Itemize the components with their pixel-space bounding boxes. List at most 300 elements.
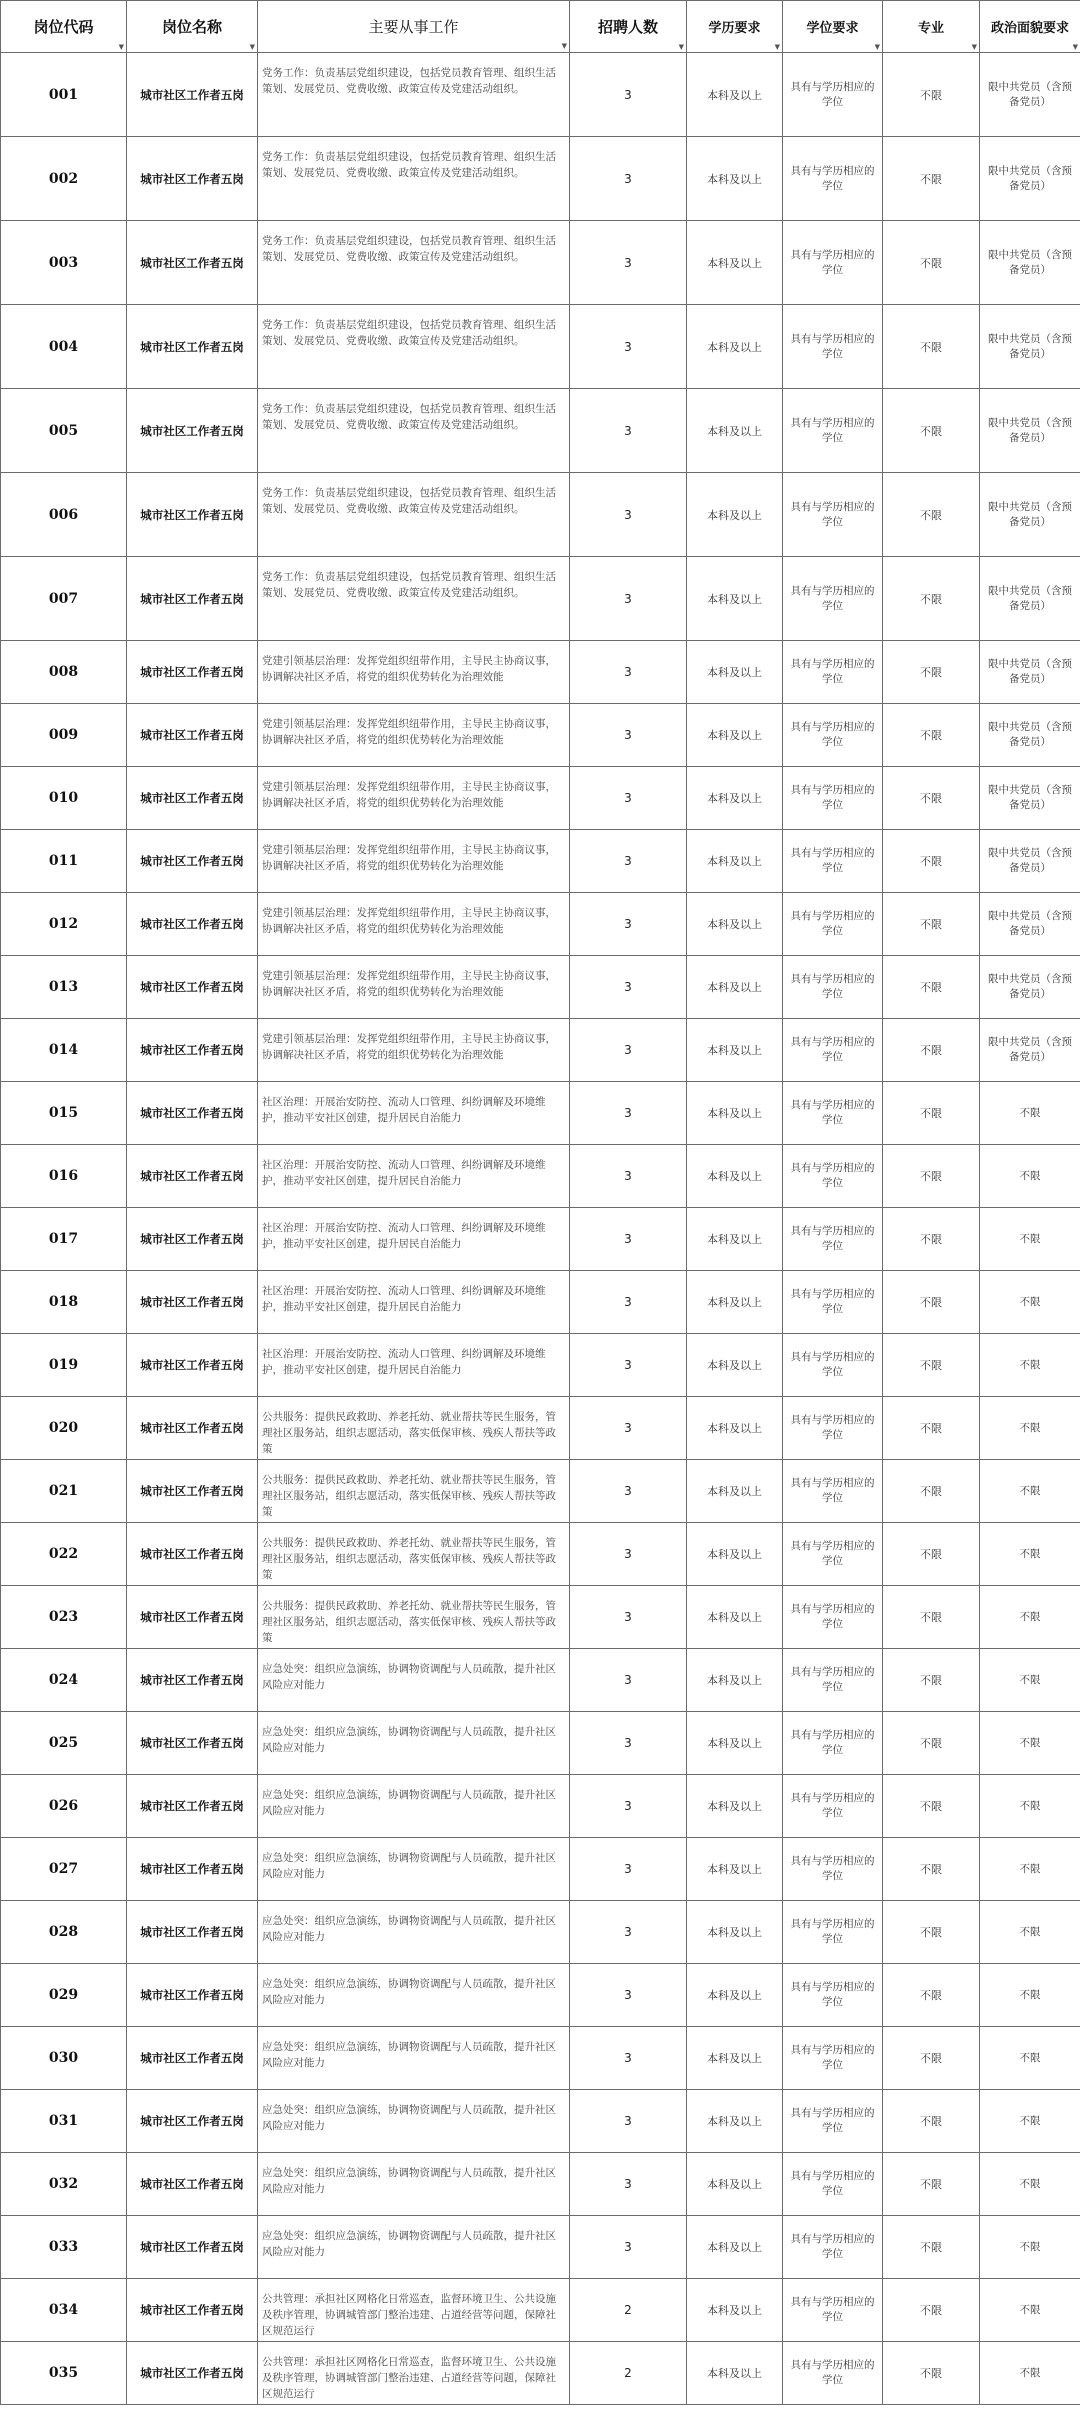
- headcount-cell: 3: [570, 1019, 687, 1082]
- duty-cell: 党务工作：负责基层党组织建设，包括党员教育管理、组织生活策划、发展党员、党费收缴、政策宣传及党建活动组织。: [258, 53, 570, 137]
- post-name-cell: 城市社区工作者五岗: [127, 557, 258, 641]
- post-name-cell: 城市社区工作者五岗: [127, 1460, 258, 1523]
- headcount-cell: 3: [570, 1334, 687, 1397]
- education-cell: 本科及以上: [687, 2342, 783, 2405]
- major-cell: 不限: [883, 1586, 980, 1649]
- header-name[interactable]: 岗位名称 ▼: [127, 1, 258, 53]
- headcount-cell: 3: [570, 137, 687, 221]
- degree-cell: 具有与学历相应的学位: [783, 305, 883, 389]
- post-name-cell: 城市社区工作者五岗: [127, 1586, 258, 1649]
- politics-cell: 限中共党员（含预备党员）: [980, 956, 1080, 1019]
- duty-cell: 党建引领基层治理：发挥党组织纽带作用，主导民主协商议事，协调解决社区矛盾，将党的组织优势转化为治理效能: [258, 893, 570, 956]
- post-name-cell: 城市社区工作者五岗: [127, 1901, 258, 1964]
- major-cell: 不限: [883, 2153, 980, 2216]
- major-cell: 不限: [883, 137, 980, 221]
- post-code-cell: 030: [1, 2027, 127, 2090]
- education-cell: 本科及以上: [687, 1397, 783, 1460]
- politics-cell: 限中共党员（含预备党员）: [980, 53, 1080, 137]
- degree-cell: 具有与学历相应的学位: [783, 1208, 883, 1271]
- education-cell: 本科及以上: [687, 641, 783, 704]
- table-row: [1, 956, 1080, 1019]
- major-cell: 不限: [883, 1334, 980, 1397]
- education-cell: 本科及以上: [687, 2216, 783, 2279]
- politics-cell: 不限: [980, 1901, 1080, 1964]
- major-cell: 不限: [883, 1838, 980, 1901]
- table-row: [1, 2153, 1080, 2216]
- major-cell: 不限: [883, 1271, 980, 1334]
- post-name-cell: 城市社区工作者五岗: [127, 1334, 258, 1397]
- duty-cell: 社区治理：开展治安防控、流动人口管理、纠纷调解及环境维护，推动平安社区创建，提升居民自治能力: [258, 1082, 570, 1145]
- post-name-cell: 城市社区工作者五岗: [127, 137, 258, 221]
- duty-cell: 应急处突：组织应急演练，协调物资调配与人员疏散，提升社区风险应对能力: [258, 1775, 570, 1838]
- post-code-cell: 024: [1, 1649, 127, 1712]
- duty-cell: 应急处突：组织应急演练，协调物资调配与人员疏散，提升社区风险应对能力: [258, 1712, 570, 1775]
- filter-dropdown-icon[interactable]: ▼: [249, 42, 255, 51]
- degree-cell: 具有与学历相应的学位: [783, 1271, 883, 1334]
- major-cell: 不限: [883, 704, 980, 767]
- table-row: [1, 1838, 1080, 1901]
- table-row: [1, 641, 1080, 704]
- education-cell: 本科及以上: [687, 1964, 783, 2027]
- politics-cell: 不限: [980, 1964, 1080, 2027]
- politics-cell: 限中共党员（含预备党员）: [980, 1019, 1080, 1082]
- major-cell: 不限: [883, 2279, 980, 2342]
- politics-cell: 不限: [980, 1145, 1080, 1208]
- education-cell: 本科及以上: [687, 2027, 783, 2090]
- education-cell: 本科及以上: [687, 1523, 783, 1586]
- duty-cell: 社区治理：开展治安防控、流动人口管理、纠纷调解及环境维护，推动平安社区创建，提升居民自治能力: [258, 1271, 570, 1334]
- post-code-cell: 032: [1, 2153, 127, 2216]
- major-cell: 不限: [883, 893, 980, 956]
- politics-cell: 不限: [980, 1586, 1080, 1649]
- major-cell: 不限: [883, 1397, 980, 1460]
- headcount-cell: 3: [570, 221, 687, 305]
- duty-cell: 应急处突：组织应急演练，协调物资调配与人员疏散，提升社区风险应对能力: [258, 2153, 570, 2216]
- degree-cell: 具有与学历相应的学位: [783, 956, 883, 1019]
- degree-cell: 具有与学历相应的学位: [783, 1775, 883, 1838]
- table-row: [1, 2279, 1080, 2342]
- major-cell: 不限: [883, 2027, 980, 2090]
- post-code-cell: 029: [1, 1964, 127, 2027]
- headcount-cell: 3: [570, 767, 687, 830]
- duty-cell: 党务工作：负责基层党组织建设，包括党员教育管理、组织生活策划、发展党员、党费收缴、政策宣传及党建活动组织。: [258, 473, 570, 557]
- post-name-cell: 城市社区工作者五岗: [127, 1208, 258, 1271]
- post-name-cell: 城市社区工作者五岗: [127, 389, 258, 473]
- table-row: [1, 2027, 1080, 2090]
- degree-cell: 具有与学历相应的学位: [783, 53, 883, 137]
- duty-cell: 公共服务：提供民政救助、养老托幼、就业帮扶等民生服务，管理社区服务站，组织志愿活动，落实低保审核、残疾人帮扶等政策: [258, 1523, 570, 1586]
- post-code-cell: 002: [1, 137, 127, 221]
- post-name-cell: 城市社区工作者五岗: [127, 767, 258, 830]
- major-cell: 不限: [883, 473, 980, 557]
- duty-cell: 应急处突：组织应急演练，协调物资调配与人员疏散，提升社区风险应对能力: [258, 1901, 570, 1964]
- table-row: [1, 137, 1080, 221]
- post-name-cell: 城市社区工作者五岗: [127, 2216, 258, 2279]
- education-cell: 本科及以上: [687, 1019, 783, 1082]
- politics-cell: 限中共党员（含预备党员）: [980, 473, 1080, 557]
- major-cell: 不限: [883, 53, 980, 137]
- headcount-cell: 2: [570, 2279, 687, 2342]
- politics-cell: 不限: [980, 1334, 1080, 1397]
- table-row: [1, 1964, 1080, 2027]
- politics-cell: 不限: [980, 2153, 1080, 2216]
- headcount-cell: 3: [570, 1145, 687, 1208]
- duty-cell: 党建引领基层治理：发挥党组织纽带作用，主导民主协商议事，协调解决社区矛盾，将党的组织优势转化为治理效能: [258, 830, 570, 893]
- table-row: [1, 557, 1080, 641]
- post-code-cell: 008: [1, 641, 127, 704]
- duty-cell: 党务工作：负责基层党组织建设，包括党员教育管理、组织生活策划、发展党员、党费收缴、政策宣传及党建活动组织。: [258, 137, 570, 221]
- politics-cell: 限中共党员（含预备党员）: [980, 137, 1080, 221]
- header-duty[interactable]: 主要从事工作 ▼: [258, 1, 570, 53]
- politics-cell: 不限: [980, 2279, 1080, 2342]
- duty-cell: 应急处突：组织应急演练，协调物资调配与人员疏散，提升社区风险应对能力: [258, 1649, 570, 1712]
- post-code-cell: 020: [1, 1397, 127, 1460]
- headcount-cell: 3: [570, 830, 687, 893]
- education-cell: 本科及以上: [687, 2090, 783, 2153]
- headcount-cell: 3: [570, 641, 687, 704]
- post-name-cell: 城市社区工作者五岗: [127, 2342, 258, 2405]
- duty-cell: 党建引领基层治理：发挥党组织纽带作用，主导民主协商议事，协调解决社区矛盾，将党的组织优势转化为治理效能: [258, 767, 570, 830]
- duty-cell: 党建引领基层治理：发挥党组织纽带作用，主导民主协商议事，协调解决社区矛盾，将党的组织优势转化为治理效能: [258, 704, 570, 767]
- headcount-cell: 3: [570, 893, 687, 956]
- education-cell: 本科及以上: [687, 137, 783, 221]
- post-name-cell: 城市社区工作者五岗: [127, 956, 258, 1019]
- politics-cell: 不限: [980, 1523, 1080, 1586]
- education-cell: 本科及以上: [687, 1271, 783, 1334]
- duty-cell: 应急处突：组织应急演练，协调物资调配与人员疏散，提升社区风险应对能力: [258, 2216, 570, 2279]
- degree-cell: 具有与学历相应的学位: [783, 1523, 883, 1586]
- table-row: [1, 221, 1080, 305]
- education-cell: 本科及以上: [687, 1838, 783, 1901]
- major-cell: 不限: [883, 830, 980, 893]
- post-name-cell: 城市社区工作者五岗: [127, 1964, 258, 2027]
- post-name-cell: 城市社区工作者五岗: [127, 1838, 258, 1901]
- table-row: [1, 893, 1080, 956]
- table-row: [1, 704, 1080, 767]
- table-row: [1, 389, 1080, 473]
- degree-cell: 具有与学历相应的学位: [783, 1082, 883, 1145]
- table-row: [1, 2216, 1080, 2279]
- degree-cell: 具有与学历相应的学位: [783, 1586, 883, 1649]
- post-name-cell: 城市社区工作者五岗: [127, 1145, 258, 1208]
- post-name-cell: 城市社区工作者五岗: [127, 305, 258, 389]
- politics-cell: 限中共党员（含预备党员）: [980, 830, 1080, 893]
- post-name-cell: 城市社区工作者五岗: [127, 1271, 258, 1334]
- table-row: [1, 1019, 1080, 1082]
- post-code-cell: 023: [1, 1586, 127, 1649]
- post-code-cell: 013: [1, 956, 127, 1019]
- politics-cell: 不限: [980, 1712, 1080, 1775]
- degree-cell: 具有与学历相应的学位: [783, 1649, 883, 1712]
- header-count[interactable]: 招聘人数 ▼: [570, 1, 687, 53]
- post-code-cell: 021: [1, 1460, 127, 1523]
- politics-cell: 限中共党员（含预备党员）: [980, 221, 1080, 305]
- major-cell: 不限: [883, 1712, 980, 1775]
- duty-cell: 社区治理：开展治安防控、流动人口管理、纠纷调解及环境维护，推动平安社区创建，提升居民自治能力: [258, 1334, 570, 1397]
- headcount-cell: 3: [570, 305, 687, 389]
- education-cell: 本科及以上: [687, 389, 783, 473]
- post-code-cell: 035: [1, 2342, 127, 2405]
- duty-cell: 党建引领基层治理：发挥党组织纽带作用，主导民主协商议事，协调解决社区矛盾，将党的组织优势转化为治理效能: [258, 641, 570, 704]
- degree-cell: 具有与学历相应的学位: [783, 1397, 883, 1460]
- table-row: [1, 830, 1080, 893]
- headcount-cell: 3: [570, 2090, 687, 2153]
- post-code-cell: 022: [1, 1523, 127, 1586]
- education-cell: 本科及以上: [687, 1460, 783, 1523]
- post-code-cell: 001: [1, 53, 127, 137]
- major-cell: 不限: [883, 1145, 980, 1208]
- table-row: [1, 53, 1080, 137]
- post-code-cell: 015: [1, 1082, 127, 1145]
- headcount-cell: 3: [570, 1397, 687, 1460]
- headcount-cell: 3: [570, 1271, 687, 1334]
- politics-cell: 不限: [980, 1082, 1080, 1145]
- post-code-cell: 027: [1, 1838, 127, 1901]
- table-row: [1, 1460, 1080, 1523]
- post-name-cell: 城市社区工作者五岗: [127, 221, 258, 305]
- education-cell: 本科及以上: [687, 221, 783, 305]
- degree-cell: 具有与学历相应的学位: [783, 221, 883, 305]
- education-cell: 本科及以上: [687, 830, 783, 893]
- degree-cell: 具有与学历相应的学位: [783, 2090, 883, 2153]
- degree-cell: 具有与学历相应的学位: [783, 2279, 883, 2342]
- major-cell: 不限: [883, 956, 980, 1019]
- degree-cell: 具有与学历相应的学位: [783, 1460, 883, 1523]
- post-name-cell: 城市社区工作者五岗: [127, 473, 258, 557]
- politics-cell: 不限: [980, 1838, 1080, 1901]
- politics-cell: 不限: [980, 2216, 1080, 2279]
- education-cell: 本科及以上: [687, 1082, 783, 1145]
- degree-cell: 具有与学历相应的学位: [783, 1334, 883, 1397]
- post-name-cell: 城市社区工作者五岗: [127, 2090, 258, 2153]
- education-cell: 本科及以上: [687, 1649, 783, 1712]
- major-cell: 不限: [883, 641, 980, 704]
- duty-cell: 党建引领基层治理：发挥党组织纽带作用，主导民主协商议事，协调解决社区矛盾，将党的组织优势转化为治理效能: [258, 956, 570, 1019]
- headcount-cell: 3: [570, 1586, 687, 1649]
- table-row: [1, 305, 1080, 389]
- duty-cell: 党务工作：负责基层党组织建设，包括党员教育管理、组织生活策划、发展党员、党费收缴、政策宣传及党建活动组织。: [258, 557, 570, 641]
- headcount-cell: 3: [570, 473, 687, 557]
- duty-cell: 公共管理：承担社区网格化日常巡查，监督环境卫生、公共设施及秩序管理，协调城管部门整治违建、占道经营等问题，保障社区规范运行: [258, 2342, 570, 2405]
- major-cell: 不限: [883, 1082, 980, 1145]
- filter-dropdown-icon[interactable]: ▼: [678, 42, 684, 51]
- duty-cell: 党务工作：负责基层党组织建设，包括党员教育管理、组织生活策划、发展党员、党费收缴、政策宣传及党建活动组织。: [258, 389, 570, 473]
- post-code-cell: 017: [1, 1208, 127, 1271]
- politics-cell: 不限: [980, 2027, 1080, 2090]
- major-cell: 不限: [883, 221, 980, 305]
- header-education[interactable]: 学历要求 ▼: [687, 1, 783, 53]
- headcount-cell: 3: [570, 1649, 687, 1712]
- degree-cell: 具有与学历相应的学位: [783, 1901, 883, 1964]
- headcount-cell: 3: [570, 1523, 687, 1586]
- table-row: [1, 1649, 1080, 1712]
- header-politics[interactable]: 政治面貌要求 ▼: [980, 1, 1080, 53]
- table-body: [1, 53, 1080, 2405]
- major-cell: 不限: [883, 557, 980, 641]
- post-code-cell: 009: [1, 704, 127, 767]
- table-row: [1, 1145, 1080, 1208]
- post-name-cell: 城市社区工作者五岗: [127, 830, 258, 893]
- education-cell: 本科及以上: [687, 2153, 783, 2216]
- post-code-cell: 025: [1, 1712, 127, 1775]
- duty-cell: 公共服务：提供民政救助、养老托幼、就业帮扶等民生服务，管理社区服务站，组织志愿活动，落实低保审核、残疾人帮扶等政策: [258, 1460, 570, 1523]
- headcount-cell: 3: [570, 956, 687, 1019]
- headcount-cell: 3: [570, 557, 687, 641]
- post-code-cell: 016: [1, 1145, 127, 1208]
- post-code-cell: 007: [1, 557, 127, 641]
- duty-cell: 公共服务：提供民政救助、养老托幼、就业帮扶等民生服务，管理社区服务站，组织志愿活动，落实低保审核、残疾人帮扶等政策: [258, 1586, 570, 1649]
- education-cell: 本科及以上: [687, 1145, 783, 1208]
- politics-cell: 限中共党员（含预备党员）: [980, 305, 1080, 389]
- degree-cell: 具有与学历相应的学位: [783, 2027, 883, 2090]
- duty-cell: 公共管理：承担社区网格化日常巡查，监督环境卫生、公共设施及秩序管理，协调城管部门整治违建、占道经营等问题，保障社区规范运行: [258, 2279, 570, 2342]
- education-cell: 本科及以上: [687, 956, 783, 1019]
- degree-cell: 具有与学历相应的学位: [783, 137, 883, 221]
- duty-cell: 应急处突：组织应急演练，协调物资调配与人员疏散，提升社区风险应对能力: [258, 2027, 570, 2090]
- degree-cell: 具有与学历相应的学位: [783, 893, 883, 956]
- duty-cell: 党建引领基层治理：发挥党组织纽带作用，主导民主协商议事，协调解决社区矛盾，将党的组织优势转化为治理效能: [258, 1019, 570, 1082]
- post-code-cell: 018: [1, 1271, 127, 1334]
- post-name-cell: 城市社区工作者五岗: [127, 641, 258, 704]
- major-cell: 不限: [883, 1523, 980, 1586]
- table-row: [1, 1901, 1080, 1964]
- headcount-cell: 3: [570, 2027, 687, 2090]
- duty-cell: 应急处突：组织应急演练，协调物资调配与人员疏散，提升社区风险应对能力: [258, 1964, 570, 2027]
- politics-cell: 不限: [980, 1397, 1080, 1460]
- major-cell: 不限: [883, 2090, 980, 2153]
- degree-cell: 具有与学历相应的学位: [783, 830, 883, 893]
- post-name-cell: 城市社区工作者五岗: [127, 53, 258, 137]
- duty-cell: 社区治理：开展治安防控、流动人口管理、纠纷调解及环境维护，推动平安社区创建，提升居民自治能力: [258, 1145, 570, 1208]
- education-cell: 本科及以上: [687, 53, 783, 137]
- major-cell: 不限: [883, 767, 980, 830]
- politics-cell: 限中共党员（含预备党员）: [980, 704, 1080, 767]
- table-row: [1, 1397, 1080, 1460]
- post-code-cell: 031: [1, 2090, 127, 2153]
- duty-cell: 应急处突：组织应急演练，协调物资调配与人员疏散，提升社区风险应对能力: [258, 2090, 570, 2153]
- headcount-cell: 3: [570, 1964, 687, 2027]
- major-cell: 不限: [883, 1964, 980, 2027]
- table-row: [1, 1775, 1080, 1838]
- degree-cell: 具有与学历相应的学位: [783, 473, 883, 557]
- table-row: [1, 1712, 1080, 1775]
- duty-cell: 应急处突：组织应急演练，协调物资调配与人员疏散，提升社区风险应对能力: [258, 1838, 570, 1901]
- filter-dropdown-icon[interactable]: ▼: [874, 42, 880, 51]
- major-cell: 不限: [883, 389, 980, 473]
- headcount-cell: 3: [570, 1460, 687, 1523]
- politics-cell: 限中共党员（含预备党员）: [980, 389, 1080, 473]
- degree-cell: 具有与学历相应的学位: [783, 2216, 883, 2279]
- table-row: [1, 1208, 1080, 1271]
- degree-cell: 具有与学历相应的学位: [783, 1019, 883, 1082]
- post-code-cell: 034: [1, 2279, 127, 2342]
- degree-cell: 具有与学历相应的学位: [783, 1712, 883, 1775]
- table-row: [1, 1082, 1080, 1145]
- header-row: [1, 1, 1080, 53]
- post-name-cell: 城市社区工作者五岗: [127, 1082, 258, 1145]
- header-code[interactable]: 岗位代码 ▼: [1, 1, 127, 53]
- table-row: [1, 1523, 1080, 1586]
- duty-cell: 党务工作：负责基层党组织建设，包括党员教育管理、组织生活策划、发展党员、党费收缴、政策宣传及党建活动组织。: [258, 221, 570, 305]
- headcount-cell: 2: [570, 2342, 687, 2405]
- post-name-cell: 城市社区工作者五岗: [127, 893, 258, 956]
- post-code-cell: 019: [1, 1334, 127, 1397]
- filter-dropdown-icon[interactable]: ▼: [971, 42, 977, 51]
- major-cell: 不限: [883, 2342, 980, 2405]
- filter-dropdown-icon[interactable]: ▼: [561, 42, 567, 50]
- politics-cell: 不限: [980, 1460, 1080, 1523]
- post-name-cell: 城市社区工作者五岗: [127, 1775, 258, 1838]
- education-cell: 本科及以上: [687, 557, 783, 641]
- major-cell: 不限: [883, 1460, 980, 1523]
- degree-cell: 具有与学历相应的学位: [783, 557, 883, 641]
- post-name-cell: 城市社区工作者五岗: [127, 704, 258, 767]
- filter-dropdown-icon[interactable]: ▼: [1072, 42, 1078, 51]
- headcount-cell: 3: [570, 53, 687, 137]
- table-row: [1, 473, 1080, 557]
- post-code-cell: 014: [1, 1019, 127, 1082]
- table-row: [1, 1586, 1080, 1649]
- education-cell: 本科及以上: [687, 1775, 783, 1838]
- degree-cell: 具有与学历相应的学位: [783, 1838, 883, 1901]
- post-name-cell: 城市社区工作者五岗: [127, 1712, 258, 1775]
- degree-cell: 具有与学历相应的学位: [783, 704, 883, 767]
- politics-cell: 限中共党员（含预备党员）: [980, 767, 1080, 830]
- politics-cell: 不限: [980, 1271, 1080, 1334]
- post-code-cell: 006: [1, 473, 127, 557]
- politics-cell: 不限: [980, 1649, 1080, 1712]
- education-cell: 本科及以上: [687, 1334, 783, 1397]
- degree-cell: 具有与学历相应的学位: [783, 641, 883, 704]
- headcount-cell: 3: [570, 1901, 687, 1964]
- politics-cell: 限中共党员（含预备党员）: [980, 893, 1080, 956]
- filter-dropdown-icon[interactable]: ▼: [774, 42, 780, 51]
- header-major[interactable]: 专业 ▼: [883, 1, 980, 53]
- header-degree[interactable]: 学位要求 ▼: [783, 1, 883, 53]
- education-cell: 本科及以上: [687, 473, 783, 557]
- degree-cell: 具有与学历相应的学位: [783, 1145, 883, 1208]
- headcount-cell: 3: [570, 1775, 687, 1838]
- duty-cell: 公共服务：提供民政救助、养老托幼、就业帮扶等民生服务，管理社区服务站，组织志愿活动，落实低保审核、残疾人帮扶等政策: [258, 1397, 570, 1460]
- table-row: [1, 1334, 1080, 1397]
- politics-cell: 不限: [980, 1775, 1080, 1838]
- education-cell: 本科及以上: [687, 1712, 783, 1775]
- degree-cell: 具有与学历相应的学位: [783, 1964, 883, 2027]
- post-name-cell: 城市社区工作者五岗: [127, 2279, 258, 2342]
- post-name-cell: 城市社区工作者五岗: [127, 1523, 258, 1586]
- politics-cell: 不限: [980, 2342, 1080, 2405]
- filter-dropdown-icon[interactable]: ▼: [118, 42, 124, 51]
- education-cell: 本科及以上: [687, 1901, 783, 1964]
- education-cell: 本科及以上: [687, 1208, 783, 1271]
- politics-cell: 不限: [980, 1208, 1080, 1271]
- headcount-cell: 3: [570, 1208, 687, 1271]
- post-code-cell: 026: [1, 1775, 127, 1838]
- major-cell: 不限: [883, 2216, 980, 2279]
- headcount-cell: 3: [570, 704, 687, 767]
- post-code-cell: 012: [1, 893, 127, 956]
- post-name-cell: 城市社区工作者五岗: [127, 2153, 258, 2216]
- politics-cell: 限中共党员（含预备党员）: [980, 641, 1080, 704]
- major-cell: 不限: [883, 305, 980, 389]
- major-cell: 不限: [883, 1775, 980, 1838]
- degree-cell: 具有与学历相应的学位: [783, 767, 883, 830]
- headcount-cell: 3: [570, 1712, 687, 1775]
- post-code-cell: 004: [1, 305, 127, 389]
- politics-cell: 不限: [980, 2090, 1080, 2153]
- table-row: [1, 2090, 1080, 2153]
- table-row: [1, 767, 1080, 830]
